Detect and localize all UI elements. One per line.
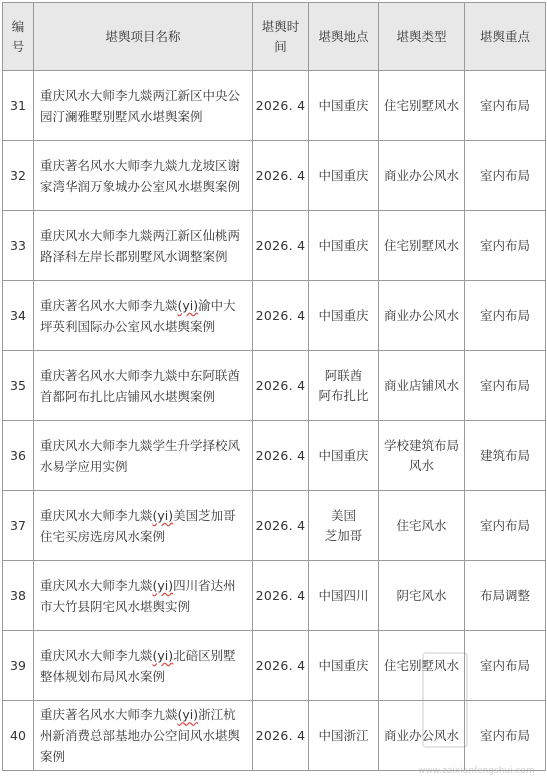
name-text: 重庆风水大师李九燚 <box>40 647 153 663</box>
cell-place: 阿联酋 阿布扎比 <box>309 351 379 421</box>
cell-time: 2026. 4 <box>253 211 309 281</box>
header-time: 堪舆时 间 <box>253 3 309 71</box>
cell-focus: 室内布局 <box>465 71 546 141</box>
pinyin-annotation: (yi) <box>152 507 174 523</box>
cell-place: 美国 芝加哥 <box>309 491 379 561</box>
header-num: 编 号 <box>3 3 34 71</box>
table-row <box>3 281 546 351</box>
cell-num: 33 <box>3 211 34 281</box>
cell-place: 中国重庆 <box>309 211 379 281</box>
cell-name <box>34 701 253 771</box>
cell-num: 38 <box>3 561 34 631</box>
cell-name <box>34 351 253 421</box>
cell-place: 中国重庆 <box>309 631 379 701</box>
name-text: 重庆风水大师李九燚 <box>40 577 153 593</box>
cell-time: 2026. 4 <box>253 631 309 701</box>
cell-name <box>34 421 253 491</box>
cell-time: 2026. 4 <box>253 561 309 631</box>
cell-focus: 室内布局 <box>465 281 546 351</box>
cell-focus: 建筑布局 <box>465 421 546 491</box>
cell-type: 住宅别墅风水 <box>379 71 465 141</box>
cell-name <box>34 561 253 631</box>
case-table <box>2 2 546 771</box>
table-row <box>3 211 546 281</box>
watermark-text: www.zaixianfengshui.com <box>418 766 535 776</box>
cell-num: 37 <box>3 491 34 561</box>
header-name: 堪舆项目名称 <box>34 3 253 71</box>
name-text: 重庆著名风水大师李九燚 <box>40 297 178 313</box>
cell-name <box>34 491 253 561</box>
cell-time: 2026. 4 <box>253 71 309 141</box>
cell-time: 2026. 4 <box>253 141 309 211</box>
header-place: 堪舆地点 <box>309 3 379 71</box>
cell-type: 住宅别墅风水 <box>379 631 465 701</box>
table-row <box>3 631 546 701</box>
cell-place: 中国四川 <box>309 561 379 631</box>
table-row <box>3 421 546 491</box>
cell-focus: 室内布局 <box>465 351 546 421</box>
cell-num: 36 <box>3 421 34 491</box>
cell-time: 2026. 4 <box>253 491 309 561</box>
cell-num: 32 <box>3 141 34 211</box>
cell-focus: 布局调整 <box>465 561 546 631</box>
table-row <box>3 71 546 141</box>
cell-place: 中国重庆 <box>309 71 379 141</box>
cell-place: 中国重庆 <box>309 281 379 351</box>
cell-name <box>34 141 253 211</box>
name-text: 重庆著名风水大师李九燚九龙坡区谢家湾华润万象城办公室风水堪舆案例 <box>40 157 241 194</box>
cell-name <box>34 281 253 351</box>
cell-type: 商业办公风水 <box>379 141 465 211</box>
cell-focus: 室内布局 <box>465 211 546 281</box>
name-text: 重庆风水大师李九燚学生升学择校风水易学应用实例 <box>40 437 241 474</box>
name-text: 四川省达州市大竹县阴宅风水堪舆实例 <box>40 577 236 614</box>
cell-focus: 室内布局 <box>465 701 546 771</box>
cell-type: 商业办公风水 <box>379 281 465 351</box>
cell-type: 阴宅风水 <box>379 561 465 631</box>
cell-place: 中国重庆 <box>309 141 379 211</box>
name-text: 美国芝加哥住宅买房选房风水案例 <box>40 507 236 544</box>
cell-focus: 室内布局 <box>465 491 546 561</box>
cell-focus: 室内布局 <box>465 631 546 701</box>
name-text: 重庆风水大师李九燚两江新区仙桃两路泽科左岸长郡别墅风水调整案例 <box>40 227 241 264</box>
cell-num: 39 <box>3 631 34 701</box>
cell-name <box>34 631 253 701</box>
table-row <box>3 141 546 211</box>
name-text: 重庆风水大师李九燚两江新区中央公园汀澜雅墅别墅风水堪舆案例 <box>40 87 241 124</box>
cell-name <box>34 211 253 281</box>
cell-place: 中国重庆 <box>309 421 379 491</box>
cell-place: 中国浙江 <box>309 701 379 771</box>
cell-type: 学校建筑布局 风水 <box>379 421 465 491</box>
name-text: 北碚区别墅整体规划布局风水案例 <box>40 647 236 684</box>
cell-time: 2026. 4 <box>253 281 309 351</box>
pinyin-annotation: (yi) <box>152 647 174 663</box>
name-text: 渝中大坪英利国际办公室风水堪舆案例 <box>40 297 236 334</box>
pinyin-annotation: (yi) <box>152 577 174 593</box>
cell-name <box>34 71 253 141</box>
cell-type: 商业办公风水 <box>379 701 465 771</box>
table-header-row <box>3 3 546 71</box>
cell-time: 2026. 4 <box>253 351 309 421</box>
cell-type: 住宅别墅风水 <box>379 211 465 281</box>
cell-num: 34 <box>3 281 34 351</box>
pinyin-annotation: (yi) <box>177 297 199 313</box>
cell-time: 2026. 4 <box>253 701 309 771</box>
table-row <box>3 491 546 561</box>
cell-type: 商业店铺风水 <box>379 351 465 421</box>
cell-focus: 室内布局 <box>465 141 546 211</box>
pinyin-annotation: (yi) <box>177 707 199 722</box>
cell-type: 住宅风水 <box>379 491 465 561</box>
cell-num: 31 <box>3 71 34 141</box>
cell-num: 40 <box>3 701 34 771</box>
name-text: 重庆著名风水大师李九燚中东阿联酋首都阿布扎比店铺风水堪舆案例 <box>40 367 241 404</box>
name-text: 浙江杭州新消费总部基地办公空间风水堪舆案例 <box>40 707 241 764</box>
table-row <box>3 701 546 771</box>
cell-num: 35 <box>3 351 34 421</box>
header-focus: 堪舆重点 <box>465 3 546 71</box>
name-text: 重庆著名风水大师李九燚 <box>40 707 178 722</box>
header-type: 堪舆类型 <box>379 3 465 71</box>
cell-time: 2026. 4 <box>253 421 309 491</box>
name-text: 重庆风水大师李九燚 <box>40 507 153 523</box>
table-row <box>3 561 546 631</box>
table-row <box>3 351 546 421</box>
